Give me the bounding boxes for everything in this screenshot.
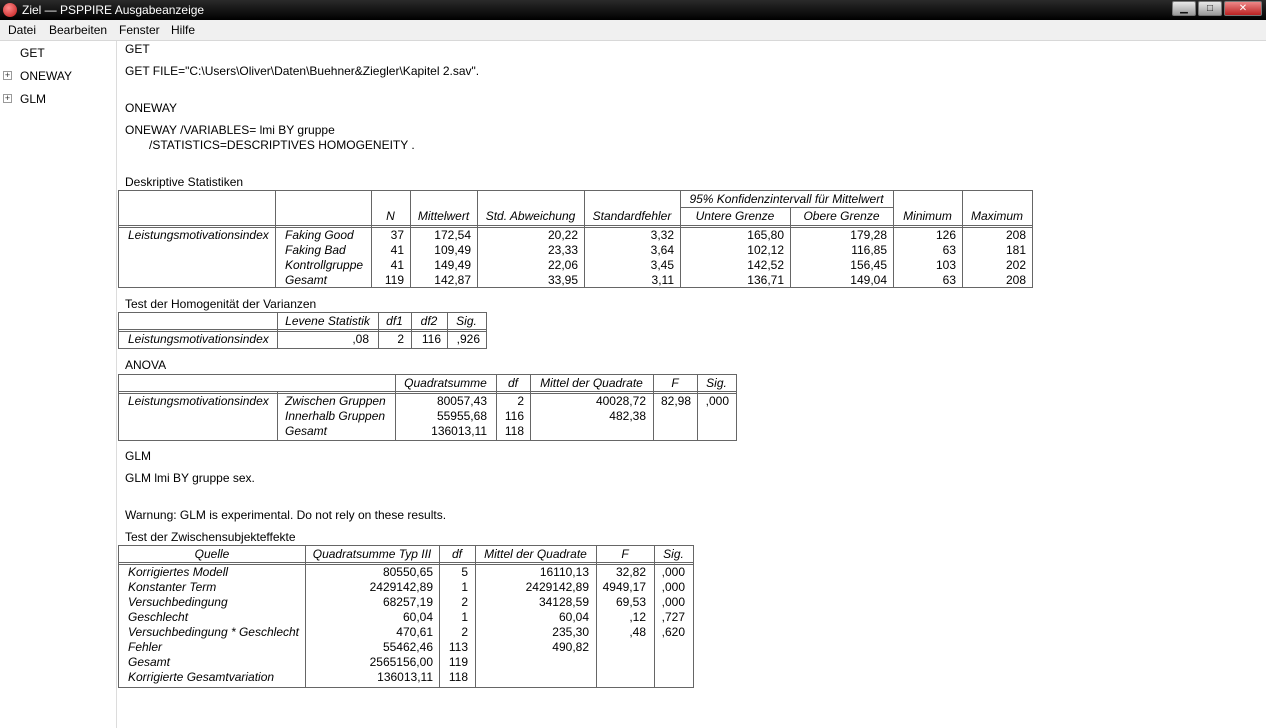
table-cell: 1	[461, 610, 468, 624]
close-icon[interactable]: ✕	[1224, 1, 1262, 16]
expand-icon[interactable]: +	[4, 70, 11, 80]
col-header: df2	[420, 314, 438, 328]
table-cell: 2429142,89	[369, 580, 433, 594]
table-cell: ,12	[629, 610, 646, 624]
menu-datei[interactable]: Datei	[8, 23, 37, 37]
col-header: df	[451, 547, 462, 561]
table-cell: 119	[448, 655, 468, 669]
col-header: df	[507, 376, 518, 390]
between-subjects-table	[118, 545, 694, 688]
row-label: Geschlecht	[128, 610, 189, 624]
table-cell: 80057,43	[436, 394, 487, 408]
col-header: Levene Statistik	[285, 314, 370, 328]
table-cell: 149,49	[434, 258, 471, 272]
glm-command: GLM lmi BY gruppe sex.	[125, 471, 255, 485]
table-cell: 235,30	[552, 625, 589, 639]
oneway-command-line2: /STATISTICS=DESCRIPTIVES HOMOGENEITY .	[149, 138, 415, 152]
col-header: Standardfehler	[592, 209, 672, 223]
table-cell: 116,85	[851, 243, 887, 257]
glm-warning: Warnung: GLM is experimental. Do not rely on these results.	[125, 508, 447, 522]
table-cell: 172,54	[434, 228, 471, 242]
homog-caption: Test der Homogenität der Varianzen	[125, 297, 317, 311]
table-cell: 41	[390, 243, 404, 257]
col-header: Mittel der Quadrate	[540, 376, 643, 390]
row-label: Kontrollgruppe	[285, 258, 364, 272]
table-cell: ,48	[629, 625, 646, 639]
table-cell: 68257,19	[382, 595, 433, 609]
col-header: df1	[386, 314, 403, 328]
table-cell: 69,53	[615, 595, 646, 609]
row-label: Versuchbedingung * Geschlecht	[128, 625, 299, 639]
df1-value: 2	[397, 332, 404, 346]
row-label: Gesamt	[285, 424, 328, 438]
row-label: Gesamt	[285, 273, 328, 287]
table-cell: 165,80	[747, 228, 784, 242]
table-cell: 142,87	[434, 273, 471, 287]
table-cell: 60,04	[402, 610, 433, 624]
variable-label: Leistungsmotivationsindex	[128, 228, 269, 242]
output-tree	[0, 41, 117, 728]
col-header: N	[386, 209, 395, 223]
col-header: Mittel der Quadrate	[484, 547, 587, 561]
table-cell: 202	[1005, 258, 1026, 272]
table-cell: 60,04	[558, 610, 589, 624]
col-header: Obere Grenze	[803, 209, 880, 223]
table-cell: 156,45	[850, 258, 887, 272]
table-cell: 41	[390, 258, 404, 272]
table-cell: 136013,11	[377, 670, 433, 684]
table-cell: 2565156,00	[369, 655, 433, 669]
col-header: F	[671, 376, 679, 390]
table-cell: 208	[1005, 228, 1026, 242]
row-label: Innerhalb Gruppen	[285, 409, 386, 423]
col-header: Quelle	[194, 547, 230, 561]
row-label: Fehler	[128, 640, 163, 654]
table-cell: 2429142,89	[525, 580, 589, 594]
tree-item-oneway[interactable]: ONEWAY	[20, 69, 73, 83]
row-label: Faking Good	[285, 228, 354, 242]
table-cell: 490,82	[552, 640, 589, 654]
col-header: Sig.	[663, 547, 684, 561]
menu-fenster[interactable]: Fenster	[119, 23, 160, 37]
window-title: Ziel — PSPPIRE Ausgabeanzeige	[22, 3, 205, 17]
anova-caption: ANOVA	[125, 358, 167, 372]
col-header: Sig.	[456, 314, 477, 328]
col-header: Quadratsumme Typ III	[312, 547, 432, 561]
table-cell: 113	[448, 640, 468, 654]
table-cell: ,000	[661, 595, 685, 609]
levene-value: ,08	[352, 332, 369, 346]
table-cell: 208	[1005, 273, 1026, 287]
table-cell: 116	[504, 409, 524, 423]
row-label: Versuchbedingung	[128, 595, 228, 609]
table-cell: 63	[942, 273, 956, 287]
table-cell: 2	[461, 625, 468, 639]
table-cell: 142,52	[747, 258, 784, 272]
table-cell: 109,49	[434, 243, 471, 257]
table-cell: 149,04	[850, 273, 887, 287]
table-cell: 40028,72	[595, 394, 646, 408]
table-cell: 22,06	[547, 258, 578, 272]
oneway-heading: ONEWAY	[125, 101, 178, 115]
table-cell: 118	[504, 424, 524, 438]
table-cell: 16110,13	[539, 565, 589, 579]
desc-caption: Deskriptive Statistiken	[125, 175, 244, 189]
app-icon	[3, 3, 17, 17]
table-cell: 55462,46	[382, 640, 433, 654]
menu-bar	[0, 20, 1266, 41]
table-cell: 2	[517, 394, 524, 408]
table-cell: 119	[384, 273, 404, 287]
table-cell: 33,95	[547, 273, 578, 287]
col-header: Sig.	[706, 376, 727, 390]
col-header: Minimum	[903, 209, 952, 223]
row-label: Zwischen Gruppen	[285, 394, 386, 408]
col-header: Quadratsumme	[404, 376, 487, 390]
table-cell: ,727	[661, 610, 685, 624]
variable-label: Leistungsmotivationsindex	[128, 332, 269, 346]
table-cell: 32,82	[615, 565, 646, 579]
ci-header: 95% Konfidenzintervall für Mittelwert	[689, 192, 884, 206]
table-cell: 3,11	[651, 273, 674, 287]
table-cell: 5	[461, 565, 468, 579]
table-cell: 126	[935, 228, 956, 242]
table-cell: 37	[390, 228, 404, 242]
sig-value: ,926	[456, 332, 480, 346]
table-cell: 20,22	[547, 228, 578, 242]
table-cell: ,620	[661, 625, 685, 639]
table-cell: 136013,11	[431, 424, 487, 438]
descriptives-table	[118, 190, 1033, 288]
table-cell: 3,64	[650, 243, 674, 257]
table-cell: 63	[942, 243, 956, 257]
tree-item-get[interactable]: GET	[20, 46, 45, 60]
table-cell: 34128,59	[538, 595, 589, 609]
table-cell: 80550,65	[382, 565, 433, 579]
table-cell: 1	[461, 580, 468, 594]
tree-item-glm[interactable]: GLM	[20, 92, 47, 106]
glm-heading: GLM	[125, 449, 152, 463]
table-cell: 2	[461, 595, 468, 609]
table-cell: 3,32	[650, 228, 674, 242]
row-label: Korrigierte Gesamtvariation	[128, 670, 275, 684]
col-header: Mittelwert	[417, 209, 470, 223]
table-cell: 136,71	[747, 273, 784, 287]
col-header: Std. Abweichung	[485, 209, 576, 223]
table-cell: 3,45	[650, 258, 674, 272]
table-cell: 102,12	[747, 243, 784, 257]
row-label: Faking Bad	[285, 243, 346, 257]
table-cell: 4949,17	[602, 580, 646, 594]
output-pane	[117, 41, 1266, 728]
menu-bearbeiten[interactable]: Bearbeiten	[49, 23, 108, 37]
table-cell: ,000	[661, 580, 685, 594]
table-cell: 103	[935, 258, 956, 272]
oneway-command-line1: ONEWAY /VARIABLES= lmi BY gruppe	[125, 123, 335, 137]
df2-value: 116	[421, 332, 441, 346]
minimize-icon[interactable]: ▁	[1172, 1, 1196, 16]
row-label: Korrigiertes Modell	[128, 565, 229, 579]
table-cell: 23,33	[547, 243, 578, 257]
table-cell: 82,98	[660, 394, 691, 408]
row-label: Gesamt	[128, 655, 171, 669]
variable-label: Leistungsmotivationsindex	[128, 394, 269, 408]
menu-hilfe[interactable]: Hilfe	[171, 23, 196, 37]
table-cell: 55955,68	[436, 409, 487, 423]
row-label: Konstanter Term	[128, 580, 217, 594]
table-cell: ,000	[705, 394, 729, 408]
title-bar	[0, 0, 1266, 20]
col-header: Maximum	[970, 209, 1023, 223]
table-cell: 118	[448, 670, 468, 684]
table-cell: 179,28	[850, 228, 887, 242]
between-caption: Test der Zwischensubjekteffekte	[125, 530, 296, 544]
table-cell: 482,38	[609, 409, 646, 423]
get-command: GET FILE="C:\Users\Oliver\Daten\Buehner&Ziegler\Kapitel 2.sav".	[125, 64, 480, 78]
anova-table	[118, 374, 737, 441]
table-cell: 470,61	[396, 625, 433, 639]
maximize-icon[interactable]: □	[1198, 1, 1222, 16]
get-heading: GET	[125, 42, 150, 56]
table-cell: 181	[1005, 243, 1026, 257]
expand-icon[interactable]: +	[4, 93, 11, 103]
homogeneity-table	[118, 312, 487, 349]
col-header: F	[621, 547, 629, 561]
table-cell: ,000	[661, 565, 685, 579]
col-header: Untere Grenze	[695, 209, 775, 223]
